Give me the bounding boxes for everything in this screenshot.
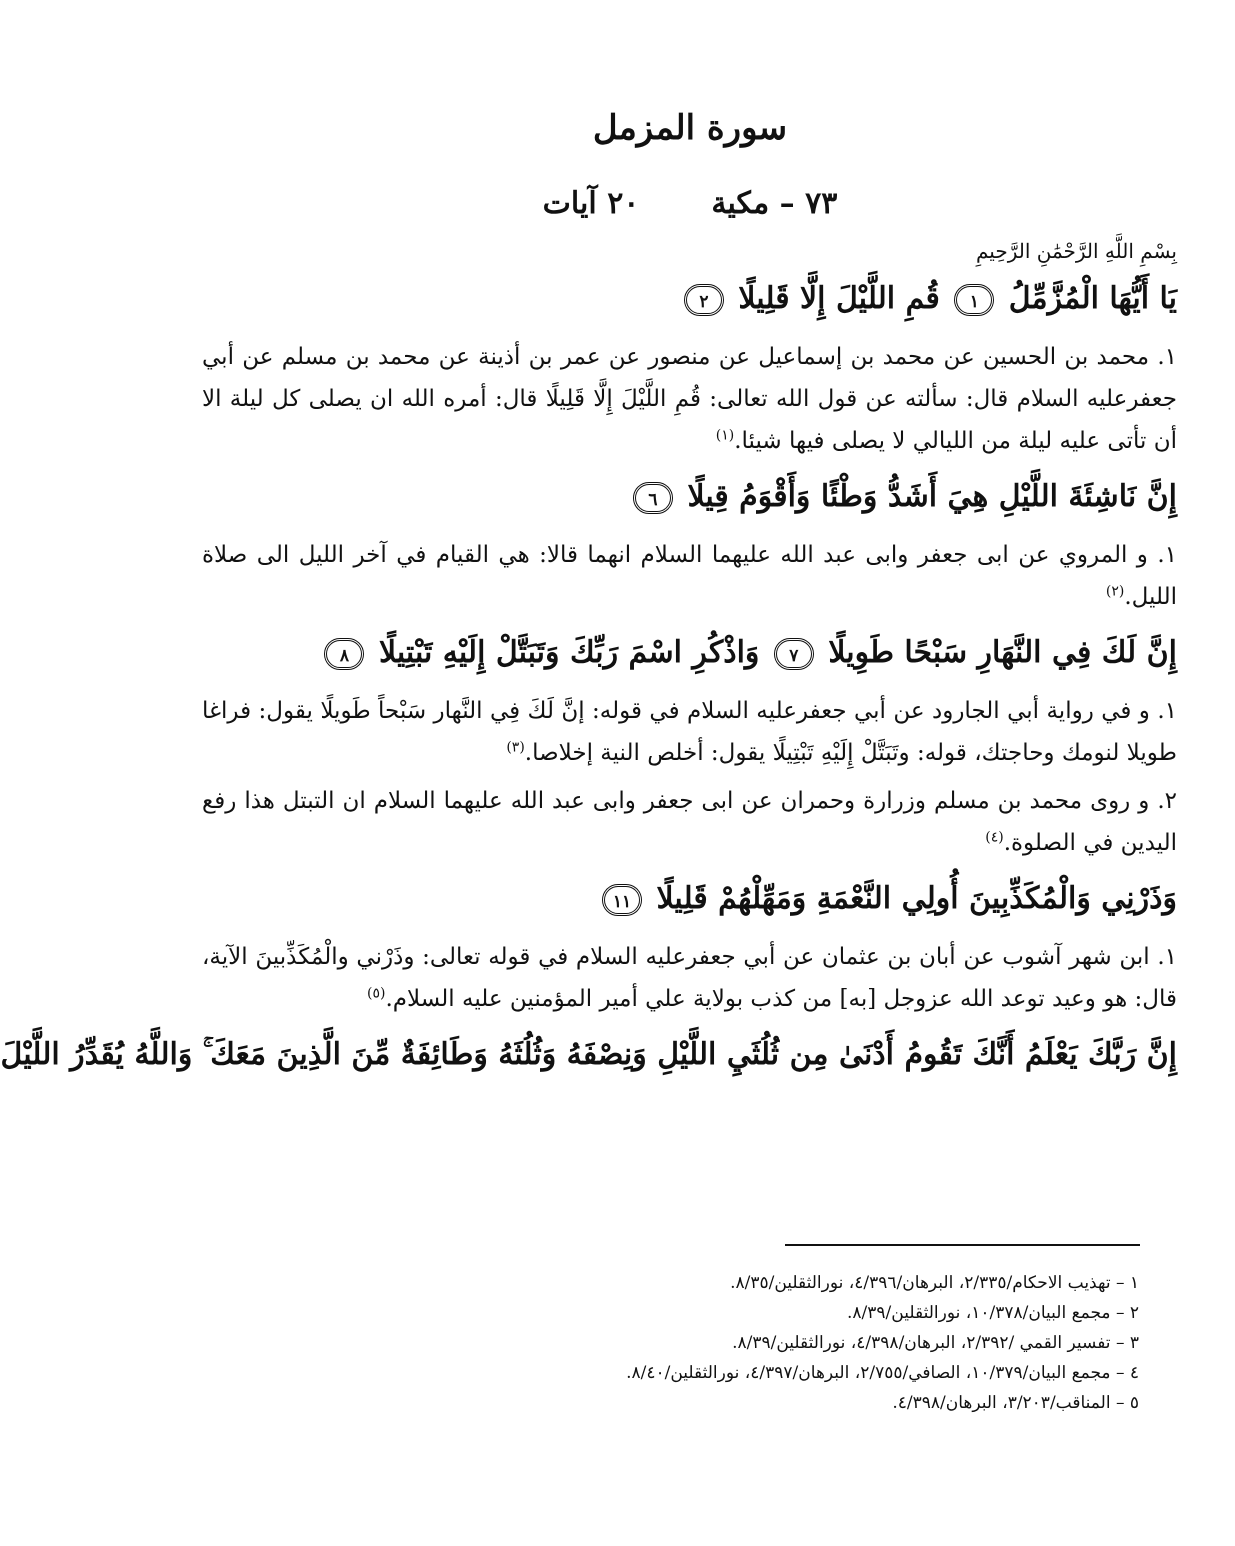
hadith-text: ١. و في رواية أبي الجارود عن أبي جعفرعليه السلام في قوله: إنَّ لَكَ فِي النَّهار سَبْحاً طَويلًا يقول: فراغا طويلا لنومك وحاجتك، قوله: وتَبَتَّلْ إِلَيْهِ تَبْتِيلًا يقول: أخلص النية إخلاصا.	[202, 698, 1177, 766]
surah-meta	[145, 186, 1235, 221]
footnote-item: ٢ – مجمع البيان/١٠/٣٧٨، نورالثقلين/٨/٣٩.	[847, 1303, 1139, 1323]
verse-number-badge: ٦	[633, 482, 673, 514]
footnote-item: ٥ – المناقب/٣/٢٠٣، البرهان/٤/٣٩٨.	[892, 1393, 1139, 1413]
verse-text: وَاذْكُرِ اسْمَ رَبِّكَ وَتَبَتَّلْ إِلَيْهِ تَبْتِيلًا	[378, 635, 760, 670]
hadith-paragraph	[202, 336, 1177, 462]
footnote-ref: (٢)	[1105, 583, 1125, 600]
basmala: بِسْمِ اللَّهِ الرَّحْمَٰنِ الرَّحِيمِ	[975, 239, 1177, 263]
verse-number-badge: ٨	[324, 638, 364, 670]
hadith-paragraph	[202, 936, 1177, 1020]
hadith-paragraph	[202, 690, 1177, 774]
footnote-divider	[785, 1244, 1140, 1246]
verse-line-1	[202, 270, 1177, 328]
main-content	[0, 232, 1177, 1092]
verse-text: إِنَّ لَكَ فِي النَّهَارِ سَبْحًا طَوِيلًا	[828, 635, 1177, 670]
footnote-item: ١ – تهذيب الاحكام/٢/٣٣٥، البرهان/٤/٣٩٦، نورالثقلين/٨/٣٥.	[730, 1273, 1139, 1293]
verse-text: يَا أَيُّهَا الْمُزَّمِّلُ	[1008, 281, 1177, 316]
verse-number-badge: ١	[954, 284, 994, 316]
footnote-ref: (٥)	[367, 985, 386, 1002]
hadith-text: ١. ابن شهر آشوب عن أبان بن عثمان عن أبي جعفرعليه السلام في قوله تعالى: وذَرْني والْمُكَذِّبينَ الآية، قال: هو وعيد توعد الله عزوجل [به] من كذب بولاية علي أمير المؤمنين عليه السلام.	[202, 944, 1177, 1012]
footnote-ref: (٣)	[506, 739, 525, 756]
verse-count-label: ٢٠ آيات	[542, 186, 640, 221]
verse-text: إِنَّ نَاشِئَةَ اللَّيْلِ هِيَ أَشَدُّ وَطْئًا وَأَقْوَمُ قِيلًا	[687, 479, 1177, 514]
hadith-text: ١. محمد بن الحسين عن محمد بن إسماعيل عن منصور عن عمر بن أذينة عن محمد بن مسلم عن أبي جعفرعليه السلام قال: سألته عن قول الله تعالى: قُمِ اللَّيْلَ إِلَّا قَلِيلًا قال: أمره الله ان يصلى كل ليلة الا أن تأتى عليه ليلة من الليالي لا يصلى فيها شيئا.	[202, 344, 1177, 454]
hadith-paragraph	[202, 780, 1177, 864]
footnote-ref: (١)	[715, 427, 735, 444]
verse-line-4	[202, 870, 1177, 928]
verse-line-3	[202, 624, 1177, 682]
hadith-paragraph	[202, 534, 1177, 618]
hadith-text: ٢. و روى محمد بن مسلم وزرارة وحمران عن ابى جعفر وابى عبد الله عليهما السلام ان التبتل هذا رفع اليدين في الصلوة.	[202, 788, 1177, 856]
verse-number-badge: ٧	[774, 638, 814, 670]
footnote-item: ٤ – مجمع البيان/١٠/٣٧٩، الصافي/٢/٧٥٥، البرهان/٤/٣٩٧، نورالثقلين/٨/٤٠.	[626, 1363, 1139, 1383]
verse-number-badge: ١١	[602, 884, 642, 916]
hadith-text: ١. و المروي عن ابى جعفر وابى عبد الله عليهما السلام انهما قالا: هي القيام في آخر الليل الى صلاة الليل.	[202, 542, 1177, 610]
footnote-item: ٣ – تفسير القمي /٢/٣٩٢، البرهان/٤/٣٩٨، نورالثقلين/٨/٣٩.	[732, 1333, 1139, 1353]
surah-number-label: ٧٣ – مكية	[711, 186, 838, 221]
footnotes	[239, 1268, 1139, 1418]
verse-text: وَذَرْنِي وَالْمُكَذِّبِينَ أُولِي النَّعْمَةِ وَمَهِّلْهُمْ قَلِيلًا	[656, 881, 1177, 916]
verse-text: قُمِ اللَّيْلَ إِلَّا قَلِيلًا	[738, 281, 940, 316]
verse-text: إِنَّ رَبَّكَ يَعْلَمُ أَنَّكَ تَقُومُ أَدْنَىٰ مِن ثُلُثَيِ اللَّيْلِ وَنِصْفَهُ وَثُلُثَهُ وَطَائِفَةٌ مِّنَ الَّذِينَ مَعَكَ ۚ وَاللَّهُ يُقَدِّرُ اللَّيْلَ	[0, 1037, 1177, 1072]
footnote-ref: (٤)	[985, 829, 1004, 846]
verse-number-badge: ٢	[684, 284, 724, 316]
verse-line-5	[0, 1026, 1177, 1084]
verse-line-2	[202, 468, 1177, 526]
page-title: سورة المزمل	[592, 108, 788, 148]
